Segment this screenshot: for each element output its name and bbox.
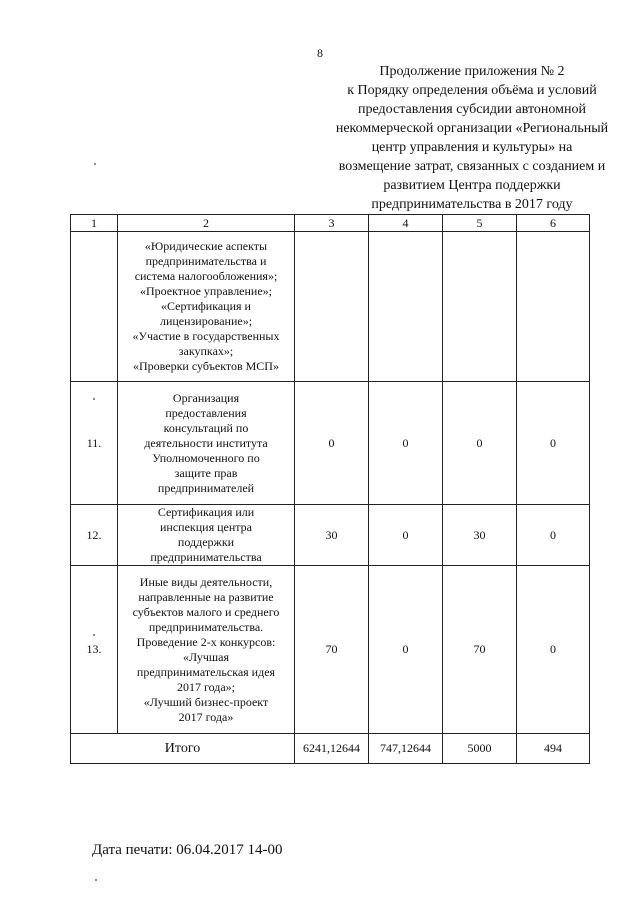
description-line: лицензирование»; [159, 314, 253, 328]
description-line: «Лучшая [183, 649, 229, 664]
table-row [71, 382, 590, 505]
value-cell [443, 232, 517, 382]
row-description [118, 505, 295, 566]
header-line: некоммерческой организации «Региональный [335, 121, 609, 136]
description-line: предпринимательская идея [136, 664, 276, 679]
column-header: 4 [369, 215, 443, 232]
scan-speck [94, 163, 96, 165]
description-line: деятельности института [144, 435, 268, 450]
description-line: субъектов малого и среднего [132, 604, 280, 619]
description-line: закупках»; [178, 344, 234, 358]
description-line: «Проверки субъектов МСП» [133, 359, 279, 373]
description-line: Уполномоченного по [152, 450, 260, 465]
value-cell: 0 [443, 382, 517, 505]
column-header: 1 [71, 215, 118, 232]
value-cell: 0 [369, 566, 443, 734]
description-line: 2017 года»; [176, 679, 236, 694]
appendix-header [322, 62, 622, 214]
row-number: 13. [71, 566, 118, 734]
description-line: предпринимательства и [145, 254, 267, 268]
value-cell: 0 [517, 505, 590, 566]
row-description [118, 232, 295, 382]
header-line: к Порядку определения объёма и условий [347, 83, 597, 98]
header-line: возмещение затрат, связанных с созданием и [338, 159, 606, 174]
header-line: Продолжение приложения № 2 [379, 64, 565, 79]
description-line: защите прав [174, 465, 238, 480]
table-header-row [71, 215, 590, 232]
row-description [118, 382, 295, 505]
total-value: 494 [517, 734, 590, 764]
row-number [71, 232, 118, 382]
value-cell: 0 [369, 505, 443, 566]
table-row [71, 232, 590, 382]
description-line: предоставления [165, 405, 247, 420]
value-cell: 30 [443, 505, 517, 566]
description-line: «Участие в государственных [132, 329, 280, 343]
table-row [71, 566, 590, 734]
value-cell [369, 232, 443, 382]
value-cell: 0 [517, 566, 590, 734]
description-line: предпринимательства [150, 550, 262, 564]
header-line: предпринимательства в 2017 году [371, 197, 573, 212]
row-number: 12. [71, 505, 118, 566]
description-line: предпринимателей [157, 480, 255, 495]
table-row [71, 505, 590, 566]
description-line: 2017 года» [178, 709, 234, 724]
scan-speck [95, 879, 97, 881]
description-line: поддержки [177, 535, 235, 549]
value-cell: 30 [295, 505, 369, 566]
description-line: система налогообложения»; [134, 269, 278, 283]
row-description [118, 566, 295, 734]
scan-speck [93, 398, 95, 400]
description-line: Иные виды деятельности, [139, 574, 273, 589]
total-value: 5000 [443, 734, 517, 764]
print-date: Дата печати: 06.04.2017 14-00 [92, 842, 283, 858]
description-line: «Юридические аспекты [144, 239, 268, 253]
value-cell: 0 [517, 382, 590, 505]
header-line: развитием Центра поддержки [383, 178, 561, 193]
total-label: Итого [71, 734, 295, 764]
description-line: направленные на развитие [138, 589, 274, 604]
column-header: 6 [517, 215, 590, 232]
description-line: «Лучший бизнес-проект [143, 694, 269, 709]
column-header: 3 [295, 215, 369, 232]
description-line: Организация [172, 390, 240, 405]
value-cell: 70 [295, 566, 369, 734]
description-line: инспекция центра [160, 520, 252, 534]
value-cell [295, 232, 369, 382]
value-cell: 0 [369, 382, 443, 505]
description-line: Сертификация или [157, 505, 255, 519]
description-line: консультаций по [163, 420, 249, 435]
value-cell: 70 [443, 566, 517, 734]
total-value: 747,12644 [369, 734, 443, 764]
total-value: 6241,12644 [295, 734, 369, 764]
description-line: Проведение 2-х конкурсов: [136, 634, 276, 649]
header-line: центр управления и культуры» на [371, 140, 573, 155]
page-number: 8 [317, 46, 323, 60]
column-header: 5 [443, 215, 517, 232]
description-line: «Сертификация и [161, 299, 251, 313]
description-line: «Проектное управление»; [139, 284, 273, 298]
scan-speck [93, 634, 95, 636]
header-line: предоставления субсидии автономной [357, 102, 587, 117]
total-row [71, 734, 590, 764]
description-line: предпринимательства. [148, 619, 264, 634]
value-cell [517, 232, 590, 382]
row-number: 11. [71, 382, 118, 505]
column-header: 2 [118, 215, 295, 232]
subsidy-table [70, 214, 590, 764]
value-cell: 0 [295, 382, 369, 505]
